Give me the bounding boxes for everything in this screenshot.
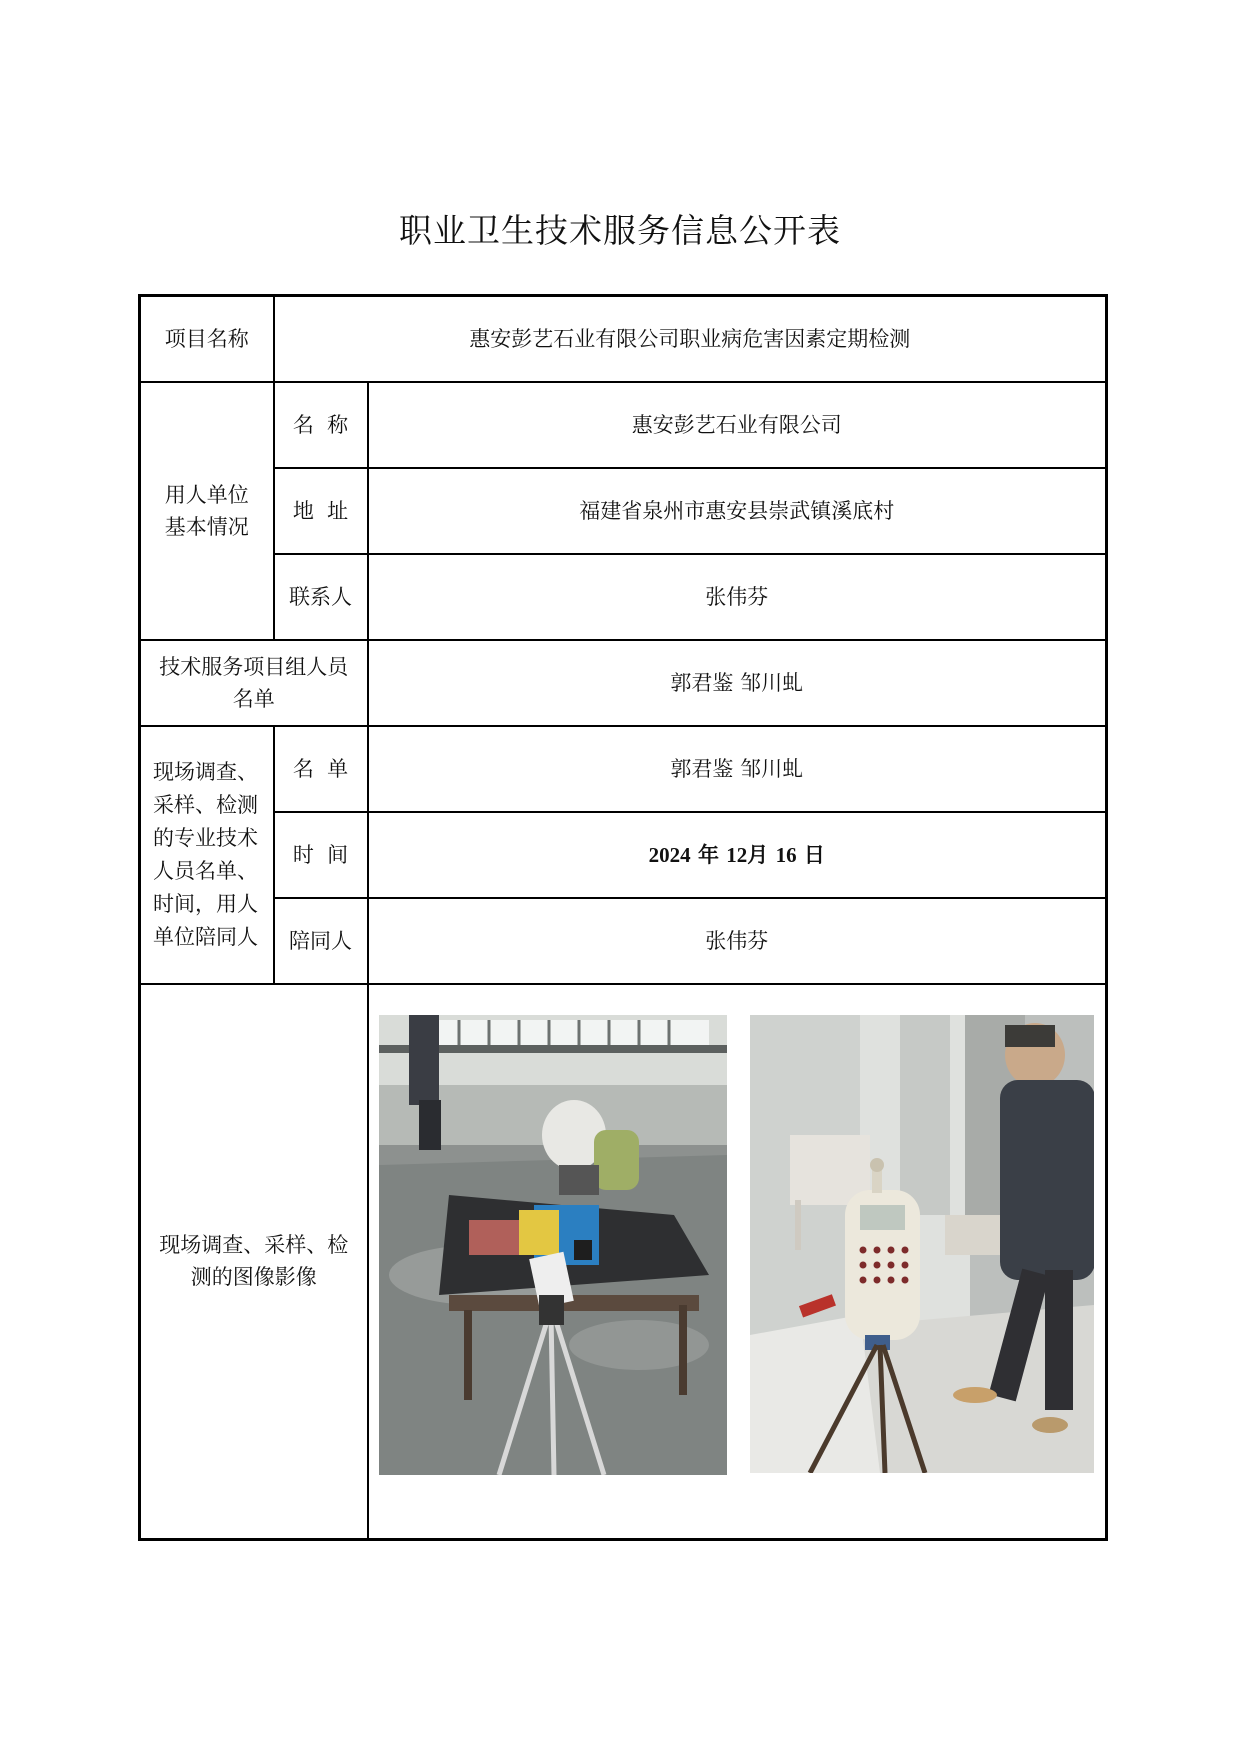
employer-address-value: 福建省泉州市惠安县崇武镇溪底村 (368, 468, 1107, 554)
survey-time-day-unit: 日 (803, 842, 825, 867)
row-survey-escort (140, 898, 1107, 984)
project-name-label: 项目名称 (140, 296, 274, 382)
row-project-name (140, 296, 1107, 382)
survey-label-line: 采样、检测 (153, 792, 258, 817)
survey-label-line: 时间，用人 (153, 891, 258, 916)
row-photos (140, 984, 1107, 1540)
project-name-value: 惠安彭艺石业有限公司职业病危害因素定期检测 (274, 296, 1107, 382)
info-table (138, 294, 1108, 1541)
survey-time-value (368, 812, 1107, 898)
photo-noise-measurement (750, 1015, 1094, 1473)
photo-sampling-workshop (379, 1015, 727, 1475)
row-employer-address (140, 468, 1107, 554)
survey-label (140, 726, 274, 984)
team-label (140, 640, 368, 726)
row-survey-time (140, 812, 1107, 898)
team-label-line1: 技术服务项目组人员 (159, 654, 349, 679)
survey-time-day: 16 (775, 842, 797, 867)
survey-time-year: 2024 (648, 842, 691, 867)
employer-label-line2: 基本情况 (164, 514, 249, 539)
employer-contact-value: 张伟芬 (368, 554, 1107, 640)
survey-escort-label: 陪同人 (274, 898, 368, 984)
survey-names-label: 名 单 (274, 726, 368, 812)
team-value: 郭君鉴 邹川虬 (368, 640, 1107, 726)
survey-time-month-unit: 月 (747, 842, 769, 867)
survey-time-year-unit: 年 (697, 842, 719, 867)
team-label-line2: 名单 (232, 686, 275, 711)
employer-label (140, 382, 274, 640)
survey-label-line: 的专业技术 (153, 825, 258, 850)
employer-address-label: 地 址 (274, 468, 368, 554)
survey-label-line: 单位陪同人 (153, 924, 258, 949)
survey-label-line: 现场调查、 (153, 759, 258, 784)
survey-time-label: 时 间 (274, 812, 368, 898)
employer-name-label: 名 称 (274, 382, 368, 468)
row-employer-name (140, 382, 1107, 468)
photos-label-line2: 测的图像影像 (190, 1265, 317, 1290)
employer-label-line1: 用人单位 (164, 482, 249, 507)
photos-cell (368, 984, 1107, 1540)
survey-label-line: 人员名单、 (153, 858, 258, 883)
employer-contact-label: 联系人 (274, 554, 368, 640)
survey-names-value: 郭君鉴 邹川虬 (368, 726, 1107, 812)
photos-label (140, 984, 368, 1540)
row-survey-names (140, 726, 1107, 812)
row-team (140, 640, 1107, 726)
page-title: 职业卫生技术服务信息公开表 (399, 211, 841, 250)
row-employer-contact (140, 554, 1107, 640)
employer-name-value: 惠安彭艺石业有限公司 (368, 382, 1107, 468)
survey-time-month: 12 (726, 842, 748, 867)
survey-escort-value: 张伟芬 (368, 898, 1107, 984)
photos-label-line1: 现场调查、采样、检 (159, 1233, 349, 1258)
